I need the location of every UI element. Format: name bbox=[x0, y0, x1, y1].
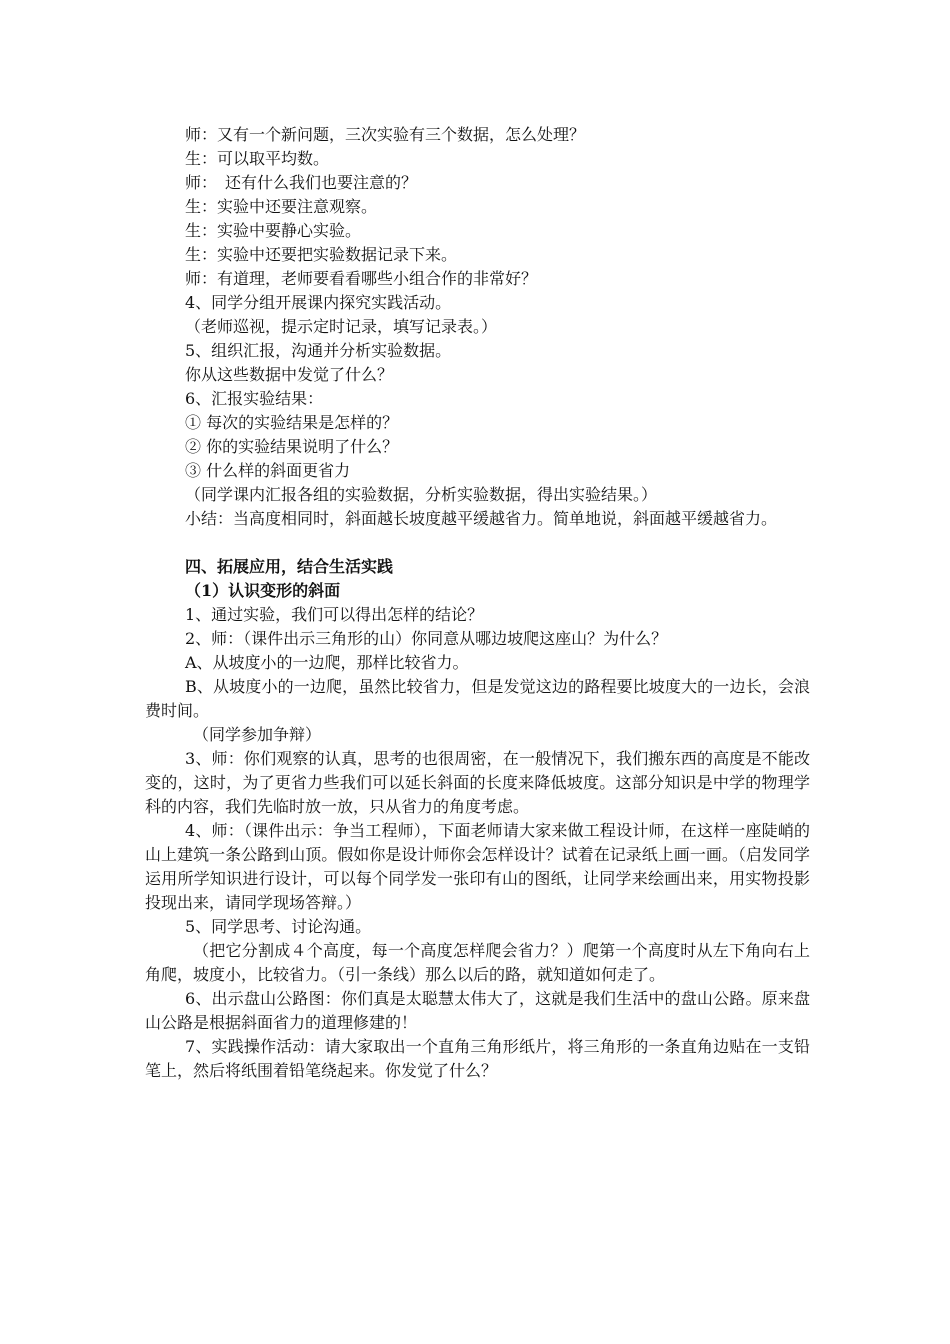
note-line: （同学课内汇报各组的实验数据，分析实验数据，得出实验结果。） bbox=[185, 485, 658, 504]
dialogue-line: 生：实验中要静心实验。 bbox=[185, 221, 362, 240]
dialogue-line: 生：可以取平均数。 bbox=[185, 149, 330, 168]
numbered-question: ① 每次的实验结果是怎样的？ bbox=[185, 413, 399, 432]
summary-paragraph: 小结：当高度相同时，斜面越长坡度越平缓越省力。简单地说，斜面越平缓越省力。 bbox=[185, 509, 778, 528]
blank-line bbox=[145, 531, 810, 555]
list-item: （把它分割成４个高度，每一个高度怎样爬会省力？）爬第一个高度时从左下角向右上角爬，坡度小，比较省力。（引一条线）那么以后的路，就知道如何走了。 bbox=[145, 941, 810, 984]
list-item: 2、师：（课件出示三角形的山）你同意从哪边坡爬这座山？为什么？ bbox=[185, 629, 668, 648]
dialogue-line: 师：又有一个新问题，三次实验有三个数据，怎么处理？ bbox=[185, 125, 586, 144]
sub-heading: （1）认识变形的斜面 bbox=[185, 581, 341, 600]
step-line: 6、汇报实验结果： bbox=[185, 389, 324, 408]
note-line: （老师巡视，提示定时记录，填写记录表。） bbox=[185, 317, 498, 336]
note-line: （同学参加争辩） bbox=[193, 725, 322, 744]
step-line: 5、组织汇报，沟通并分析实验数据。 bbox=[185, 341, 452, 360]
dialogue-line: 生：实验中还要注意观察。 bbox=[185, 197, 378, 216]
question-line: 你从这些数据中发觉了什么？ bbox=[185, 365, 394, 384]
dialogue-line: 师：有道理，老师要看看哪些小组合作的非常好？ bbox=[185, 269, 538, 288]
dialogue-line: 生：实验中还要把实验数据记录下来。 bbox=[185, 245, 458, 264]
step-line: 4、同学分组开展课内探究实践活动。 bbox=[185, 293, 452, 312]
list-item: 1、通过实验，我们可以得出怎样的结论？ bbox=[185, 605, 484, 624]
list-item: 5、同学思考、讨论沟通。 bbox=[185, 917, 372, 936]
numbered-question: ③ 什么样的斜面更省力 bbox=[185, 461, 351, 480]
list-item: 3、师：你们观察的认真，思考的也很周密，在一般情况下，我们搬东西的高度是不能改变的，这时，为了更省力些我们可以延长斜面的长度来降低坡度。这部分知识是中学的物理学科的内容，我们先临时放一放，只从省力的角度考虑。 bbox=[145, 749, 810, 816]
list-item: A、从坡度小的一边爬，那样比较省力。 bbox=[185, 653, 469, 672]
section-heading: 四、拓展应用，结合生活实践 bbox=[185, 557, 394, 576]
list-item: 7、实践操作活动：请大家取出一个直角三角形纸片，将三角形的一条直角边贴在一支铅笔上，然后将纸围着铅笔绕起来。你发觉了什么？ bbox=[145, 1037, 810, 1080]
list-item: 4、师：（课件出示：争当工程师），下面老师请大家来做工程设计师，在这样一座陡峭的山上建筑一条公路到山顶。假如你是设计师你会怎样设计？试着在记录纸上画一画。（启发同学运用所学知识进行设计，可以每个同学发一张印有山的图纸，让同学来绘画出来，用实物投影投现出来，请同学现场答辩。） bbox=[145, 821, 810, 912]
document-page bbox=[145, 123, 810, 1083]
numbered-question: ② 你的实验结果说明了什么？ bbox=[185, 437, 399, 456]
dialogue-line: 师： 还有什么我们也要注意的？ bbox=[185, 173, 418, 192]
list-item: 6、出示盘山公路图：你们真是太聪慧太伟大了，这就是我们生活中的盘山公路。原来盘山公路是根据斜面省力的道理修建的！ bbox=[145, 989, 810, 1032]
list-item: B、从坡度小的一边爬，虽然比较省力，但是发觉这边的路程要比坡度大的一边长，会浪费时间。 bbox=[145, 677, 810, 720]
